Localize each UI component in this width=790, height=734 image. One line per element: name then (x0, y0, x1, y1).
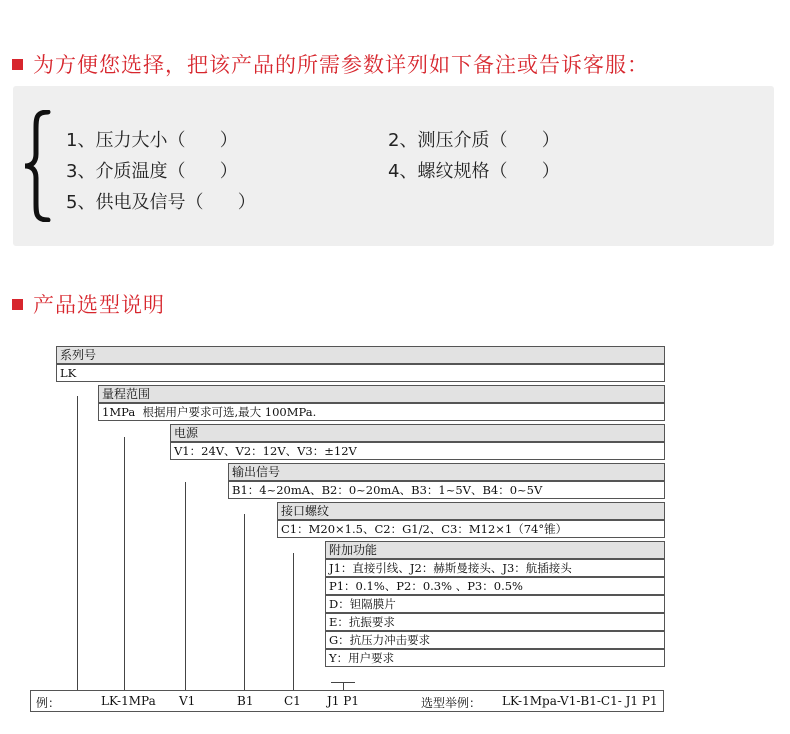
extra-row: E：抗振要求 (325, 613, 665, 631)
example-part-signal: B1 (237, 694, 254, 708)
param-medium: 2、测压介质（ ） (388, 130, 560, 151)
connector-line (124, 437, 125, 690)
extra-row: Y：用户要求 (325, 649, 665, 667)
example-part-series: LK-1MPa (101, 694, 156, 708)
selection-title-text: 产品选型说明 (33, 293, 165, 317)
extra-row: J1：直接引线、J2：赫斯曼接头、J3：航插接头 (325, 559, 665, 577)
series-header: 系列号 (56, 346, 665, 364)
extra-header: 附加功能 (325, 541, 665, 559)
extra-row: P1：0.1%、P2：0.3% 、P3：0.5% (325, 577, 665, 595)
example-part-extra: J1 P1 (327, 694, 359, 708)
example-label: 例： (36, 696, 61, 710)
sample-label: 选型举例： (421, 696, 482, 710)
extra-row: G：抗压力冲击要求 (325, 631, 665, 649)
example-part-thread: C1 (284, 694, 301, 708)
power-value: V1：24V、V2：12V、V3：±12V (170, 442, 665, 460)
thread-header: 接口螺纹 (277, 502, 665, 520)
example-part-power: V1 (179, 694, 196, 708)
range-value: 1MPa 根据用户要求可选,最大 100MPa. (98, 403, 665, 421)
connector-line (293, 553, 294, 690)
param-power-signal: 5、供电及信号（ ） (66, 192, 256, 213)
series-value: LK (56, 364, 665, 382)
param-thread: 4、螺纹规格（ ） (388, 161, 560, 182)
param-temperature: 3、介质温度（ ） (66, 161, 238, 182)
connector-line (331, 682, 355, 683)
param-pressure: 1、压力大小（ ） (66, 130, 238, 151)
power-header: 电源 (170, 424, 665, 442)
sample-value: LK-1Mpa-V1-B1-C1- J1 P1 (502, 694, 658, 708)
notes-title-text: 为方便您选择，把该产品的所需参数详列如下备注或告诉客服： (33, 53, 649, 77)
connector-line (343, 682, 344, 690)
range-header: 量程范围 (98, 385, 665, 403)
signal-value: B1：4~20mA、B2：0~20mA、B3：1~5V、B4：0~5V (228, 481, 665, 499)
connector-line (185, 482, 186, 690)
signal-header: 输出信号 (228, 463, 665, 481)
thread-value: C1：M20×1.5、C2：G1/2、C3：M12×1（74°锥） (277, 520, 665, 538)
connector-line (77, 396, 78, 690)
connector-line (244, 514, 245, 690)
extra-row: D：钽隔膜片 (325, 595, 665, 613)
